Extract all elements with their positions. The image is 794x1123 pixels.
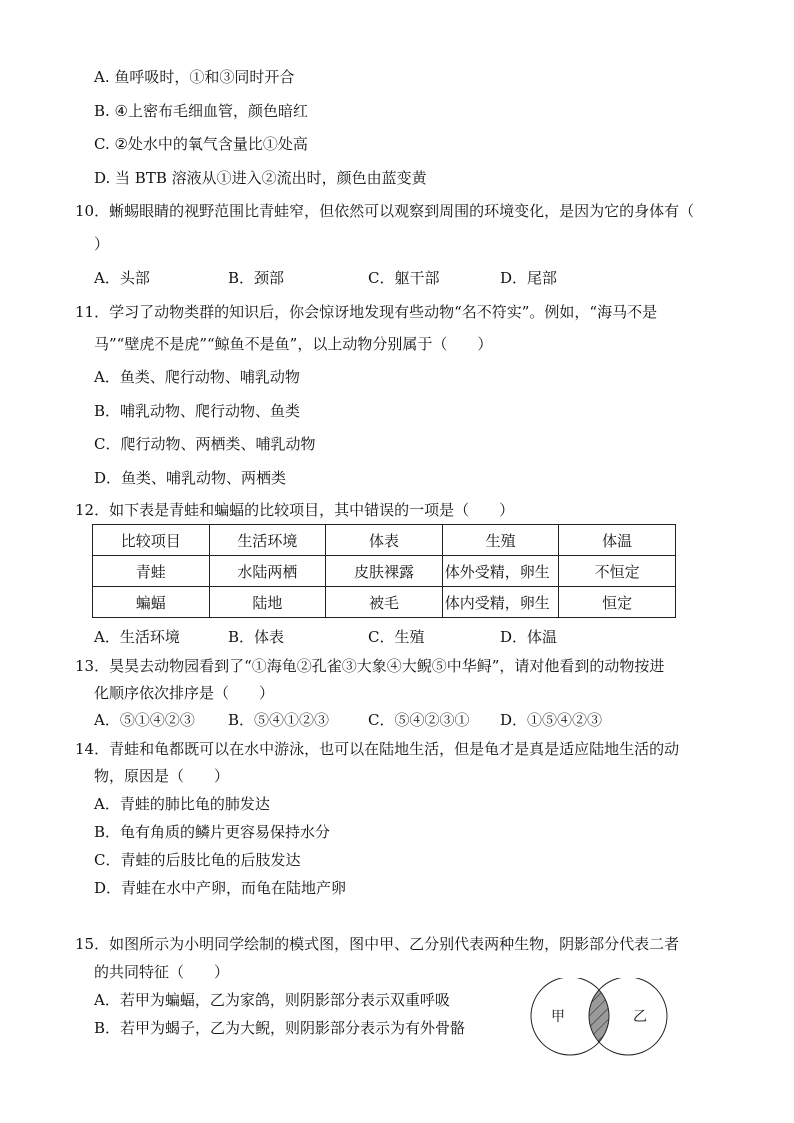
q9-option-a: A. 鱼呼吸时，①和③同时开合 — [94, 68, 295, 86]
table-cell: 不恒定 — [559, 556, 676, 587]
table-cell: 青蛙 — [93, 556, 210, 587]
q9-option-c: C. ②处水中的氧气含量比①处高 — [94, 135, 308, 153]
table-header-cell: 生活环境 — [209, 525, 326, 556]
q12-stem: 12．如下表是青蛙和蝙蝠的比较项目，其中错误的一项是（ ） — [75, 501, 515, 519]
q15-stem-line1: 15．如图所示为小明同学绘制的模式图，图中甲、乙分别代表两种生物，阴影部分代表二者 — [75, 935, 680, 953]
q11-option-c: C．爬行动物、两栖类、哺乳动物 — [94, 435, 316, 453]
q12-option-a: A．生活环境 — [94, 628, 180, 646]
venn-diagram — [525, 978, 675, 1056]
q15-option-a: A．若甲为蝙蝠，乙为家鸽，则阴影部分表示双重呼吸 — [94, 991, 450, 1009]
q12-option-c: C．生殖 — [368, 628, 425, 646]
q11-option-a: A．鱼类、爬行动物、哺乳动物 — [94, 368, 300, 386]
table-header-cell: 生殖 — [442, 525, 559, 556]
q11-option-d: D．鱼类、哺乳动物、两栖类 — [94, 469, 287, 487]
venn-left-label: 甲 — [551, 1009, 565, 1025]
q15-option-b: B．若甲为蝎子，乙为大鲵，则阴影部分表示为有外骨骼 — [94, 1019, 466, 1037]
q13-option-c: C．⑤④②③① — [368, 711, 470, 729]
q13-option-a: A．⑤①④②③ — [94, 711, 195, 729]
table-cell: 恒定 — [559, 587, 676, 618]
q11-option-b: B．哺乳动物、爬行动物、鱼类 — [94, 402, 301, 420]
q14-option-d: D．青蛙在水中产卵，而龟在陆地产卵 — [94, 879, 347, 897]
table-header-cell: 比较项目 — [93, 525, 210, 556]
q10-option-c: C．躯干部 — [368, 269, 440, 287]
table-cell: 体内受精，卵生 — [442, 587, 559, 618]
table-header-row — [93, 525, 676, 556]
table-header-cell: 体温 — [559, 525, 676, 556]
q11-stem-line1: 11．学习了动物类群的知识后，你会惊讶地发现有些动物“名不符实”。例如，“海马不是 — [75, 303, 658, 321]
q9-option-b: B. ④上密布毛细血管，颜色暗红 — [94, 102, 309, 120]
q9-option-d: D. 当 BTB 溶液从①进入②流出时，颜色由蓝变黄 — [94, 169, 427, 187]
q10-option-a: A．头部 — [94, 269, 150, 287]
q13-option-b: B．⑤④①②③ — [228, 711, 330, 729]
table-header-cell: 体表 — [326, 525, 443, 556]
table-cell: 陆地 — [209, 587, 326, 618]
q10-option-b: B．颈部 — [228, 269, 285, 287]
table-cell: 皮肤裸露 — [326, 556, 443, 587]
q13-option-d: D．①⑤④②③ — [500, 711, 603, 729]
q12-option-b: B．体表 — [228, 628, 285, 646]
q12-option-d: D．体温 — [500, 628, 558, 646]
table-cell: 水陆两栖 — [209, 556, 326, 587]
q14-stem-line2: 物，原因是（ ） — [94, 767, 230, 785]
q11-stem-line2: 马”“壁虎不是虎”“鲸鱼不是鱼”，以上动物分别属于（ ） — [94, 335, 493, 353]
q13-stem-line2: 化顺序依次排序是（ ） — [94, 684, 275, 702]
table-row — [93, 587, 676, 618]
venn-right-label: 乙 — [633, 1009, 647, 1025]
q10-option-d: D．尾部 — [500, 269, 558, 287]
table-cell: 体外受精，卵生 — [442, 556, 559, 587]
table-cell: 蝙蝠 — [93, 587, 210, 618]
q10-stem-line1: 10．蜥蜴眼睛的视野范围比青蛙窄，但依然可以观察到周围的环境变化，是因为它的身体有（ — [75, 202, 695, 220]
table-cell: 被毛 — [326, 587, 443, 618]
q14-stem-line1: 14．青蛙和龟都既可以在水中游泳，也可以在陆地生活，但是龟才是真是适应陆地生活的动 — [75, 740, 680, 758]
q14-option-a: A．青蛙的肺比龟的肺发达 — [94, 795, 270, 813]
table-row — [93, 556, 676, 587]
q14-option-b: B．龟有角质的鳞片更容易保持水分 — [94, 823, 331, 841]
comparison-table — [92, 524, 676, 618]
q13-stem-line1: 13．昊昊去动物园看到了“①海龟②孔雀③大象④大鲵⑤中华鲟”，请对他看到的动物按进 — [75, 657, 665, 675]
q15-stem-line2: 的共同特征（ ） — [94, 963, 230, 981]
q14-option-c: C．青蛙的后肢比龟的后肢发达 — [94, 851, 301, 869]
q10-stem-line2: ） — [94, 235, 110, 253]
